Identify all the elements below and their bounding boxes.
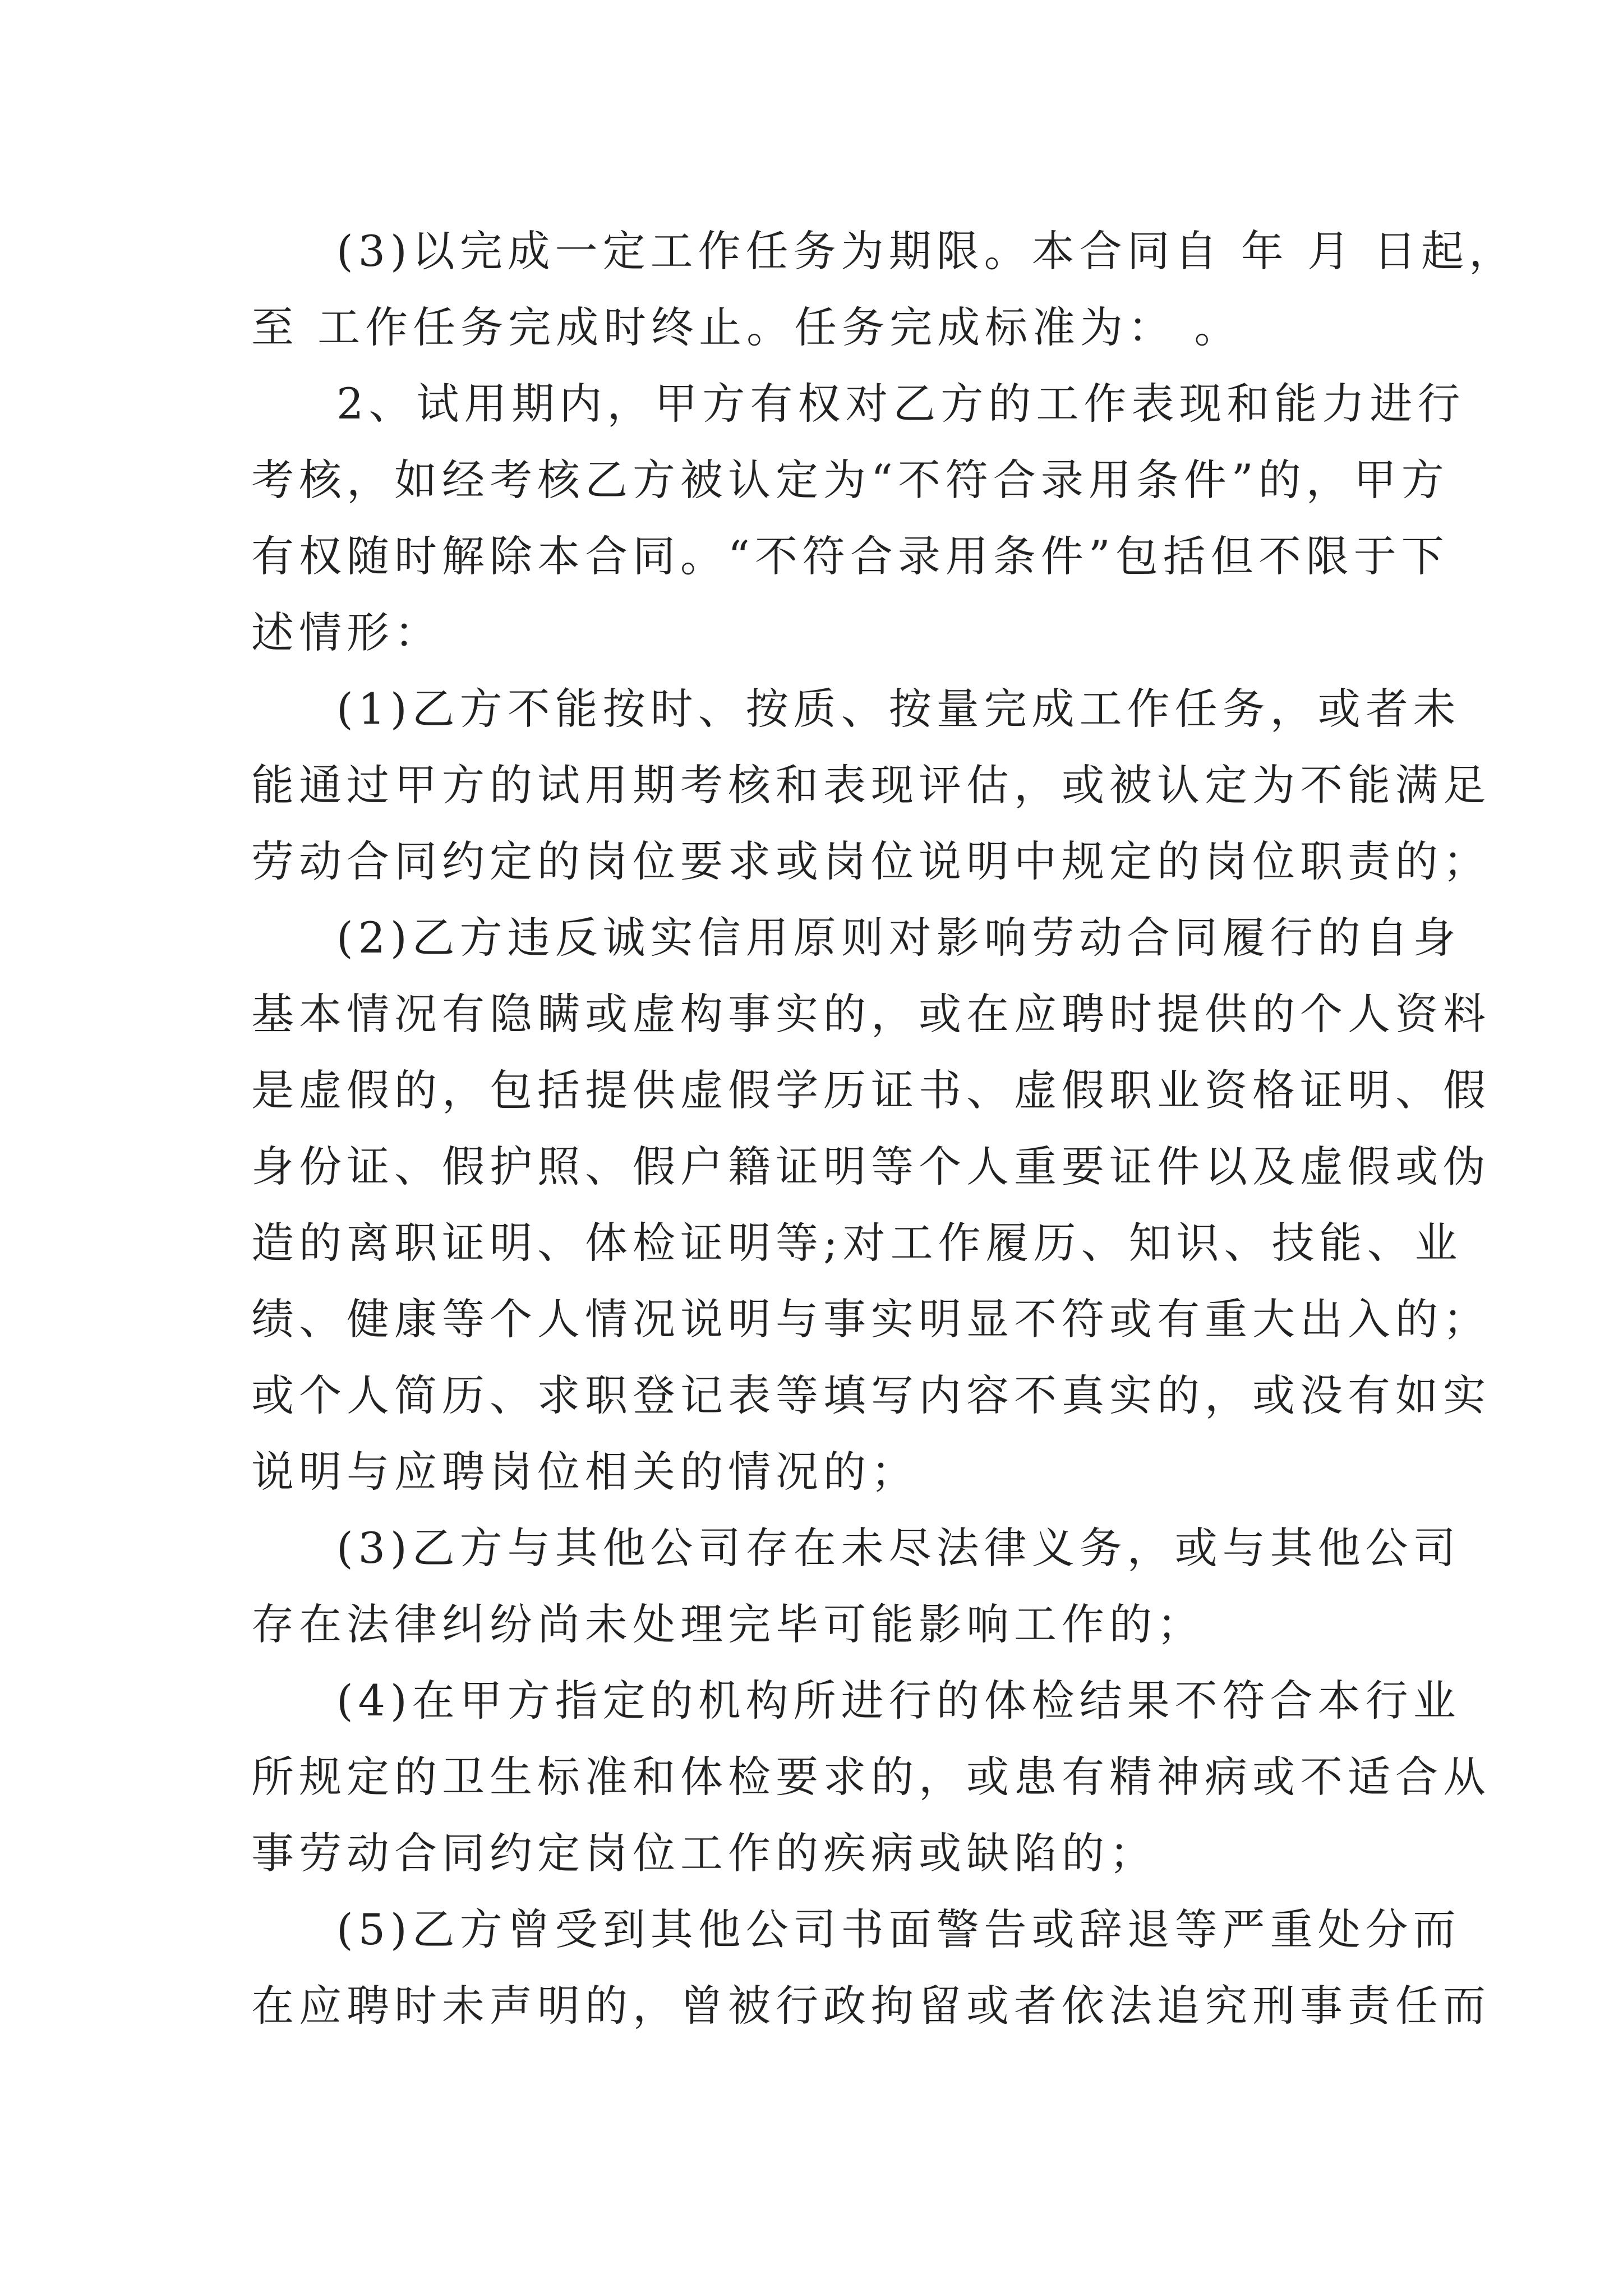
text-line: 至 工作任务完成时终止。任务完成标准为： 。 (251, 302, 1242, 352)
text-line: 能通过甲方的试用期考核和表现评估，或被认定为不能满足 (251, 760, 1491, 810)
text-line: 基本情况有隐瞒或虚构事实的，或在应聘时提供的个人资料 (251, 989, 1491, 1039)
text-line: (1)乙方不能按时、按质、按量完成工作任务，或者未 (336, 684, 1461, 734)
text-line: 造的离职证明、体检证明等;对工作履历、知识、技能、业 (251, 1218, 1463, 1268)
text-line: 在应聘时未声明的，曾被行政拘留或者依法追究刑事责任而 (251, 1981, 1491, 2031)
text-line: 劳动合同约定的岗位要求或岗位说明中规定的岗位职责的； (251, 836, 1491, 886)
text-line: 或个人简历、求职登记表等填写内容不真实的，或没有如实 (251, 1370, 1491, 1420)
text-line: 事劳动合同约定岗位工作的疾病或缺陷的； (251, 1828, 1157, 1878)
text-line: 考核，如经考核乙方被认定为“不符合录用条件”的，甲方 (251, 455, 1449, 505)
text-line: (2)乙方违反诚实信用原则对影响劳动合同履行的自身 (336, 913, 1461, 963)
text-line: (3)乙方与其他公司存在未尽法律义务，或与其他公司 (336, 1523, 1461, 1573)
text-line: (4)在甲方指定的机构所进行的体检结果不符合本行业 (336, 1676, 1461, 1726)
text-line: 所规定的卫生标准和体检要求的，或患有精神病或不适合从 (251, 1752, 1491, 1802)
text-line: 是虚假的，包括提供虚假学历证书、虚假职业资格证明、假 (251, 1065, 1491, 1115)
text-line: 述情形： (251, 608, 442, 657)
text-line: 绩、健康等个人情况说明与事实明显不符或有重大出入的； (251, 1294, 1491, 1344)
text-line: (5)乙方曾受到其他公司书面警告或辞退等严重处分而 (336, 1904, 1461, 1954)
document-body (251, 213, 1517, 2044)
text-line: 说明与应聘岗位相关的情况的； (251, 1447, 919, 1497)
text-line: 身份证、假护照、假户籍证明等个人重要证件以及虚假或伪 (251, 1142, 1491, 1191)
text-line: 存在法律纠纷尚未处理完毕可能影响工作的； (251, 1599, 1205, 1649)
text-line: 有权随时解除本合同。“不符合录用条件”包括但不限于下 (251, 531, 1449, 581)
text-line: 2、试用期内，甲方有权对乙方的工作表现和能力进行 (336, 379, 1465, 429)
text-line: (3)以完成一定工作任务为期限。本合同自 年 月 日起， (336, 226, 1517, 276)
